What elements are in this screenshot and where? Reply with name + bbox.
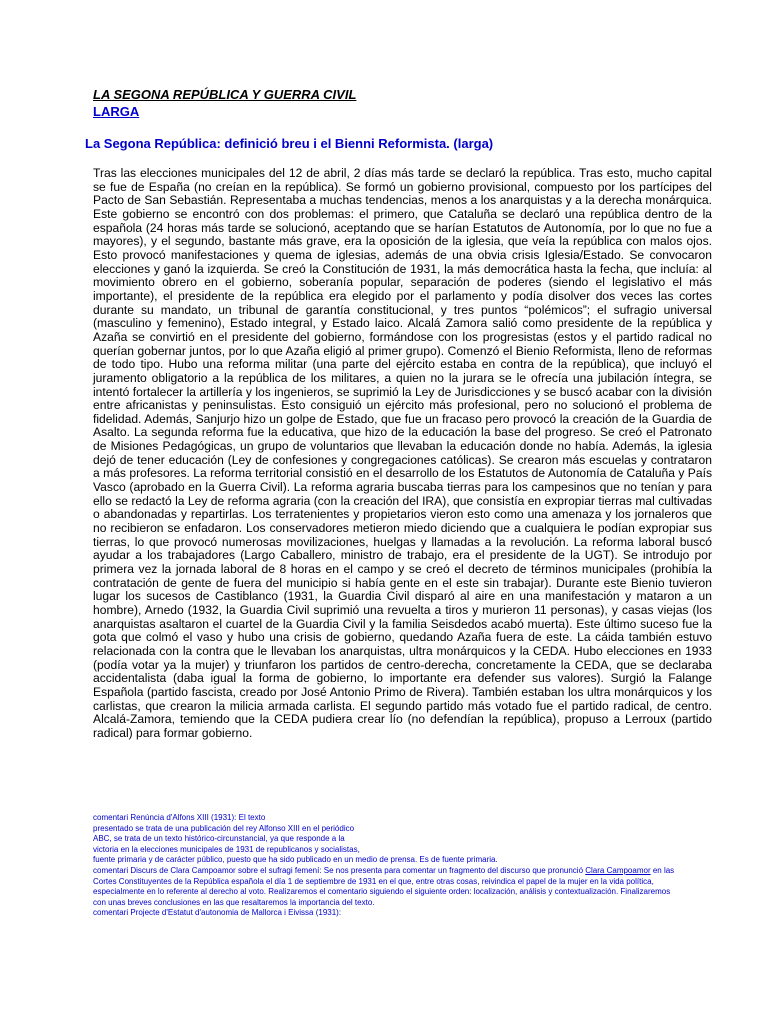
comment-line: presentado se trata de una publicación del rey Alfonso XIII en el periódico [93, 823, 355, 833]
clara-campoamor-link[interactable]: Clara Campoamor [585, 865, 651, 875]
comment-line[interactable]: comentari Projecte d'Estatut d'autonomia de Mallorca i Eivissa (1931): [93, 908, 342, 918]
title-block [93, 87, 356, 121]
comment-line: fuente primaria y de carácter público, puesto que ha sido publicado en un medio de prensa. Es de fuente primaria. [93, 855, 498, 865]
comment-text[interactable]: comentari Discurs de Clara Campoamor sobre el sufragi femení: Se nos presenta para comentar un fragmento del discurso que pronunció [93, 865, 586, 875]
related-comments [93, 813, 693, 919]
comment-line[interactable]: comentari Renúncia d'Alfons XIII (1931): El texto [93, 813, 266, 822]
comment-line: victoria en la elecciones municipales de 1931 de republicanos y socialistas, [93, 844, 360, 854]
comment-line: ABC, se trata de un texto histórico-circunstancial, ya que responde a la [93, 834, 345, 844]
comment-paragraph [93, 866, 683, 908]
body-paragraph: Tras las elecciones municipales del 12 de abril, 2 días más tarde se declaró la república. Tras esto, mucho capital se fue de España (no creían en la república). Se formó un gobierno provisional, compuesto por los partícipes del Pacto de San Sebastián. Representaba a muchas tendencias, menos a los anarquistas y a la derecha monárquica. Este gobierno se encontró con dos problemas: el primero, que Cataluña se declaró una república dentro de la española (24 horas más tarde se solucionó, aceptando que se harían Estatutos de Autonomía, por lo que no fue a mayores), y el segundo, bastante más grave, era la oposición de la iglesia, que veía la república con malos ojos. Esto provocó manifestaciones y quema de iglesias, además de una obvia crisis Iglesia/Estado. Se convocaron elecciones y ganó la izquierda. Se creó la Constitución de 1931, la más democrática hasta la fecha, que incluía: al movimiento obrero en el gobierno, soberanía popular, separación de poderes (siendo el legislativo el más importante), el presidente de la república era elegido por el parlamento y podía disolver dos veces las cortes durante su mandato, un tribunal de garantía constitucional, y tres puntos “polémicos”; el sufragio universal (masculino y femenino), Estado integral, y Estado laico. Alcalá Zamora salió como presidente de la república y Azaña se convirtió en el presidente del gobierno, formándose con los progresistas (estos y el partido radical no querían gobernar juntos, por lo que Azaña eligió al primer grupo). Comenzó el Bienio Reformista, lleno de reformas de todo tipo. Hubo una reforma militar (una parte del ejército estaba en contra de la república), que incluyó el juramento obligatorio a la república de los militares, a quien no la jurara se le ofrecía una jubilación íntegra, se intentó fortalecer la artillería y los ingenieros, se suprimió la Ley de Jurisdicciones y se buscó acabar con la división entre africanistas y peninsulistas. Esto consiguió un ejército más profesional, pero no solucionó el problema de fidelidad. Además, Sanjurjo hizo un golpe de Estado, que fue un fracaso pero provocó la creación de la Guardia de Asalto. La segunda reforma fue la educativa, que hizo de la educación la base del progreso. Se creó el Patronato de Misiones Pedagógicas, un grupo de voluntarios que llevaban la educación donde no había. Además, la iglesia dejó de tener educación (Ley de confesiones y congregaciones católicas). Se crearon más escuelas y contrataron a más profesores. La reforma territorial consistió en el desarrollo de los Estatutos de Autonomía de Cataluña y País Vasco (aprobado en la Guerra Civil). La reforma agraria buscaba tierras para los campesinos que no tenían y para ello se redactó la Ley de reforma agraria (con la creación del IRA), que consistía en expropiar tierras mal cultivadas o abandonadas y repartirlas. Los terratenientes y propietarios vieron esto como una amenaza y los jornaleros que no recibieron se enfadaron. Los conservadores metieron miedo diciendo que a cualquiera le podían expropiar sus tierras, lo que provocó numerosas movilizaciones, huelgas y llamadas a la revolución. La reforma laboral buscó ayudar a los trabajadores (Largo Caballero, ministro de trabajo, era el presidente de la UGT). Se introdujo por primera vez la jornada laboral de 8 horas en el campo y se creó el decreto de términos municipales (prohibía la contratación de gente de fuera del municipio si había gente en el este sin trabajar). Durante este Bienio tuvieron lugar los sucesos de Castiblanco (1931, la Guardia Civil disparó al aire en una manifestación y mataron a un hombre), Arnedo (1932, la Guardia Civil suprimió una revuelta a tiros y murieron 11 personas), y casas viejas (los anarquistas asaltaron el cuartel de la Guardia Civil y la familia Seisdedos acabó muerta). Este último suceso fue la gota que colmó el vaso y hubo una crisis de gobierno, quedando Azaña fuera de este. La cáida también estuvo relacionada con la contra que le llevaban los anarquistas, ultra monárquicos y la CEDA. Hubo elecciones en 1933 (podía votar ya la mujer) y triunfaron los partidos de centro-derecha, concretamente la CEDA, que se declaraba accidentalista (daba igual la forma de gobierno, lo importante era defender sus valores). Surgió la Falange Española (partido fascista, creado por José Antonio Primo de Rivera). También estaban los ultra monárquicos y los carlistas, que crearon la milicia armada carlista. El segundo partido más votado fue el partido radical, de centro. Alcalá-Zamora, temiendo que la CEDA pudiera crear lío (no defendían la república), propuso a Lerroux (partido radical) para formar gobierno. [93, 166, 712, 740]
section-heading: La Segona República: definició breu i el Bienni Reformista. (larga) [85, 136, 494, 151]
document-title: LA SEGONA REPÚBLICA Y GUERRA CIVIL [93, 87, 357, 102]
comment-text: en las Cortes Constituyentes de la República española el día 1 de septiembre de 1931 en el que, entre otras cosas, reivindica el papel de la mujer en la vida política, especialmente en lo referente al derecho al voto. Realizaremos el comentario siguiendo el siguiente orden: localización, análisis y contextualización. Finalizaremos con unas breves conclusiones en las que resaltaremos la importancia del texto. [93, 865, 675, 907]
larga-link[interactable]: LARGA [93, 104, 140, 119]
